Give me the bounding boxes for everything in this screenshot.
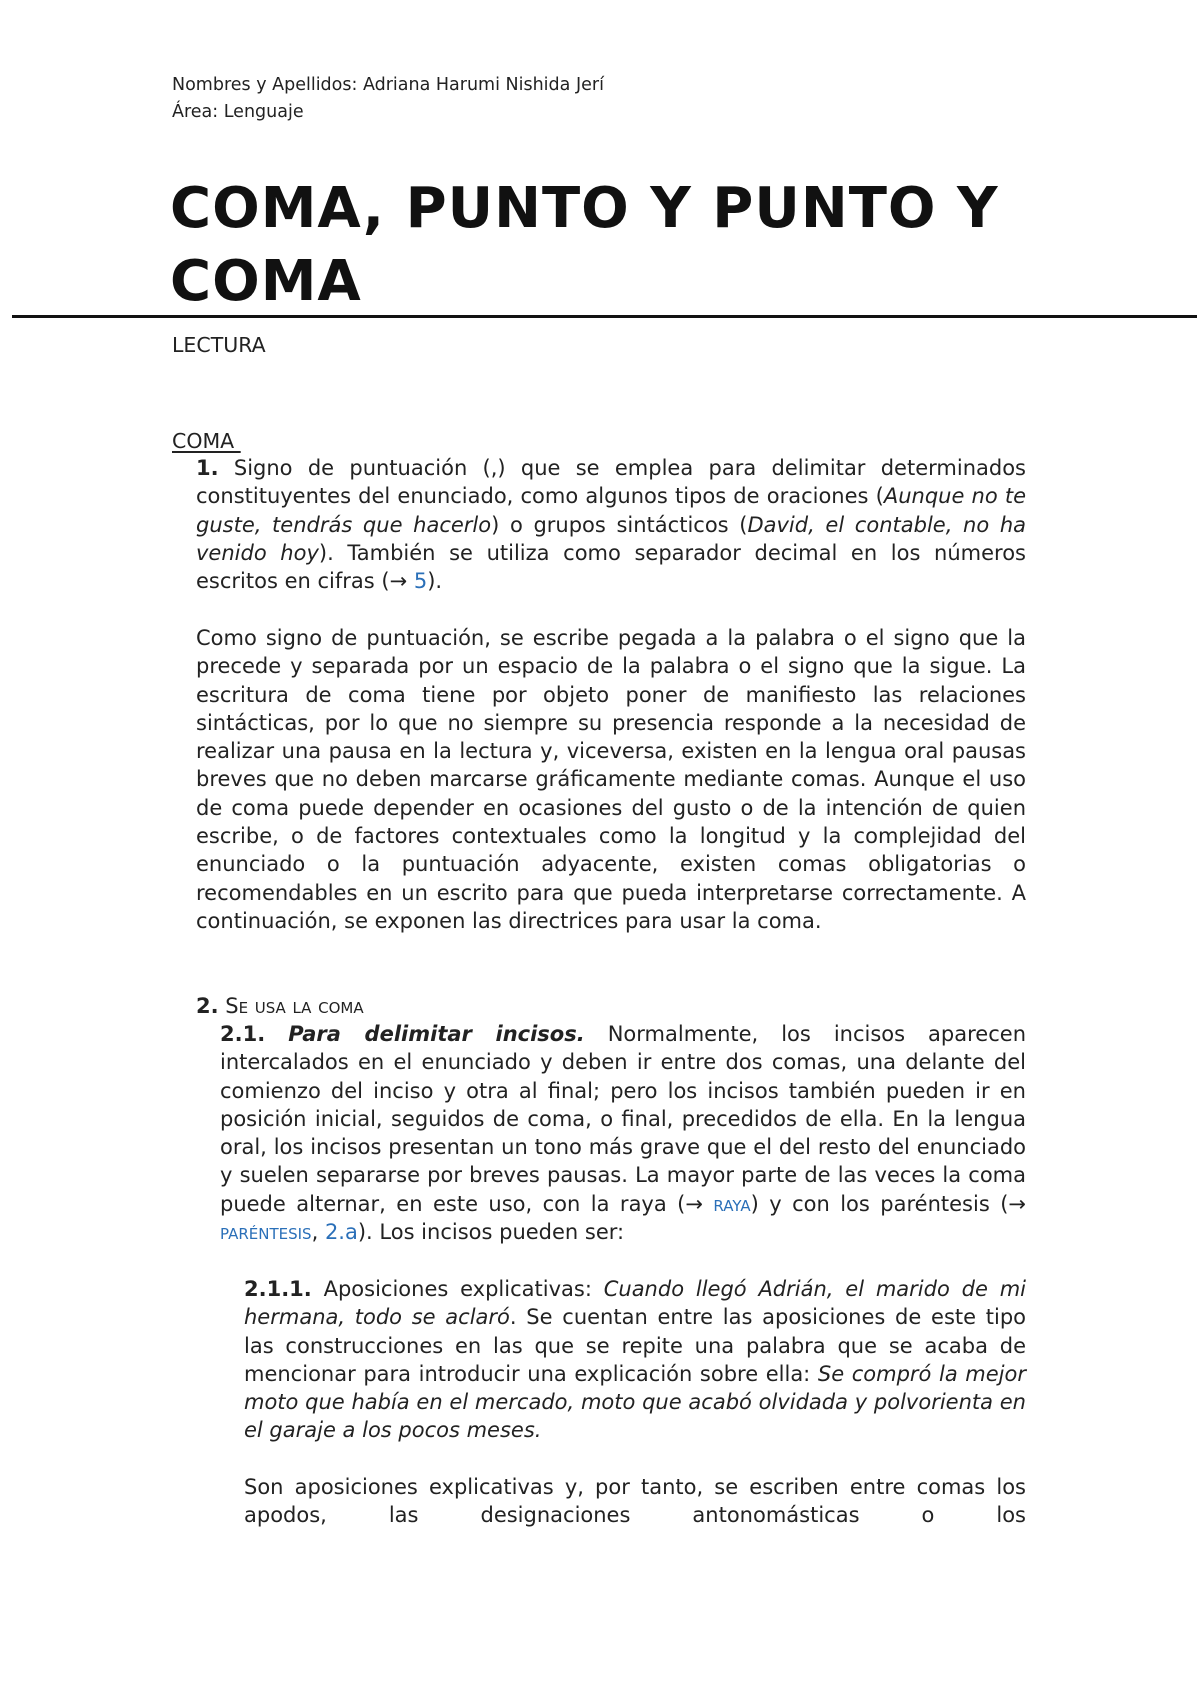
- paragraph-2-1-1-aposiciones: 2.1.1. Aposiciones explicativas: Cuando llegó Adrián, el marido de mi hermana, todo se aclaró. Se cuentan entre las aposiciones de este tipo las construcciones en las que se repite una palabra que se acaba de mencionar para introducir una explicación sobre ella: Se compró la mejor moto que había en el mercado, moto que acabó olvidada y polvorienta en el garaje a los pocos meses.: [244, 1277, 1026, 1443]
- section-2-heading: [196, 992, 1026, 1020]
- item-number: 2.: [196, 994, 219, 1018]
- document-title: COMA, PUNTO Y PUNTO Y COMA: [170, 176, 999, 314]
- paragraph-continuation: Son aposiciones explicativas y, por tanto, se escriben entre comas los apodos, las designaciones antonomásticas o los: [244, 1475, 1026, 1528]
- paragraph-2-usage: Como signo de puntuación, se escribe pegada a la palabra o el signo que la precede y separada por un espacio de la palabra o el signo que la sigue. La escritura de coma tiene por objeto poner de manifiesto las relaciones sintácticas, por lo que no siempre su presencia responde a la necesidad de realizar una pausa en la lectura y, viceversa, existen en la lengua oral pausas breves que no deben marcarse gráficamente mediante comas. Aunque el uso de coma puede depender en ocasiones del gusto o de la intención de quien escribe, o de factores contextuales como la longitud y la complejidad del enunciado o la puntuación adyacente, existen comas obligatorias o recomendables en un escrito para que pueda interpretarse correctamente. A continuación, se exponen las directrices para usar la coma.: [196, 626, 1026, 933]
- cross-reference-link-raya[interactable]: raya: [713, 1191, 751, 1216]
- example-text: Cuando llegó Adrián, el marido de mi hermana, todo se aclaró: [244, 1277, 1026, 1330]
- student-header: [172, 72, 604, 126]
- item-number: 1.: [196, 456, 219, 480]
- coma-heading: COMA: [172, 429, 241, 453]
- cross-reference-link[interactable]: 5: [413, 569, 428, 594]
- section-label: LECTURA: [172, 333, 266, 357]
- item-number: 2.1.1.: [244, 1277, 312, 1301]
- section-label-smallcaps: Se usa la coma: [225, 994, 364, 1018]
- example-text: Se compró la mejor moto que había en el mercado, moto que acabó olvidada y polvorienta en el garaje a los pocos meses.: [244, 1361, 1026, 1443]
- student-name-line: Nombres y Apellidos: Adriana Harumi Nishida Jerí: [172, 75, 604, 95]
- paragraph-2-1-incisos: 2.1. Para delimitar incisos. Normalmente, los incisos aparecen intercalados en el enunciado y deben ir entre dos comas, una delante del comienzo del inciso y otra al final; pero los incisos también pueden ir en posición inicial, seguidos de coma, o final, precedidos de ella. En la lengua oral, los incisos presentan un tono más grave que el del resto del enunciado y suelen separarse por breves pausas. La mayor parte de las veces la coma puede alternar, en este uso, con la raya (→ raya) y con los paréntesis (→ paréntesis, 2.a). Los incisos pueden ser:: [220, 1022, 1026, 1245]
- example-text: David, el contable, no ha venido hoy: [196, 512, 1026, 565]
- example-text: Aunque no te guste, tendrás que hacerlo: [196, 484, 1026, 537]
- cross-reference-link-2a[interactable]: 2.a: [324, 1220, 358, 1245]
- subsection-heading: Para delimitar incisos.: [288, 1022, 585, 1046]
- paragraph-1-definition: 1. Signo de puntuación (,) que se emplea para delimitar determinados constituyentes del enunciado, como algunos tipos de oraciones (Aunque no te guste, tendrás que hacerlo) o grupos sintácticos (David, el contable, no ha venido hoy). También se utiliza como separador decimal en los números escritos en cifras (→ 5).: [196, 456, 1026, 594]
- cross-reference-link-parentesis[interactable]: paréntesis: [220, 1220, 312, 1245]
- item-number: 2.1.: [220, 1022, 266, 1046]
- title-divider: [12, 315, 1197, 318]
- subject-area-line: Área: Lenguaje: [172, 102, 304, 122]
